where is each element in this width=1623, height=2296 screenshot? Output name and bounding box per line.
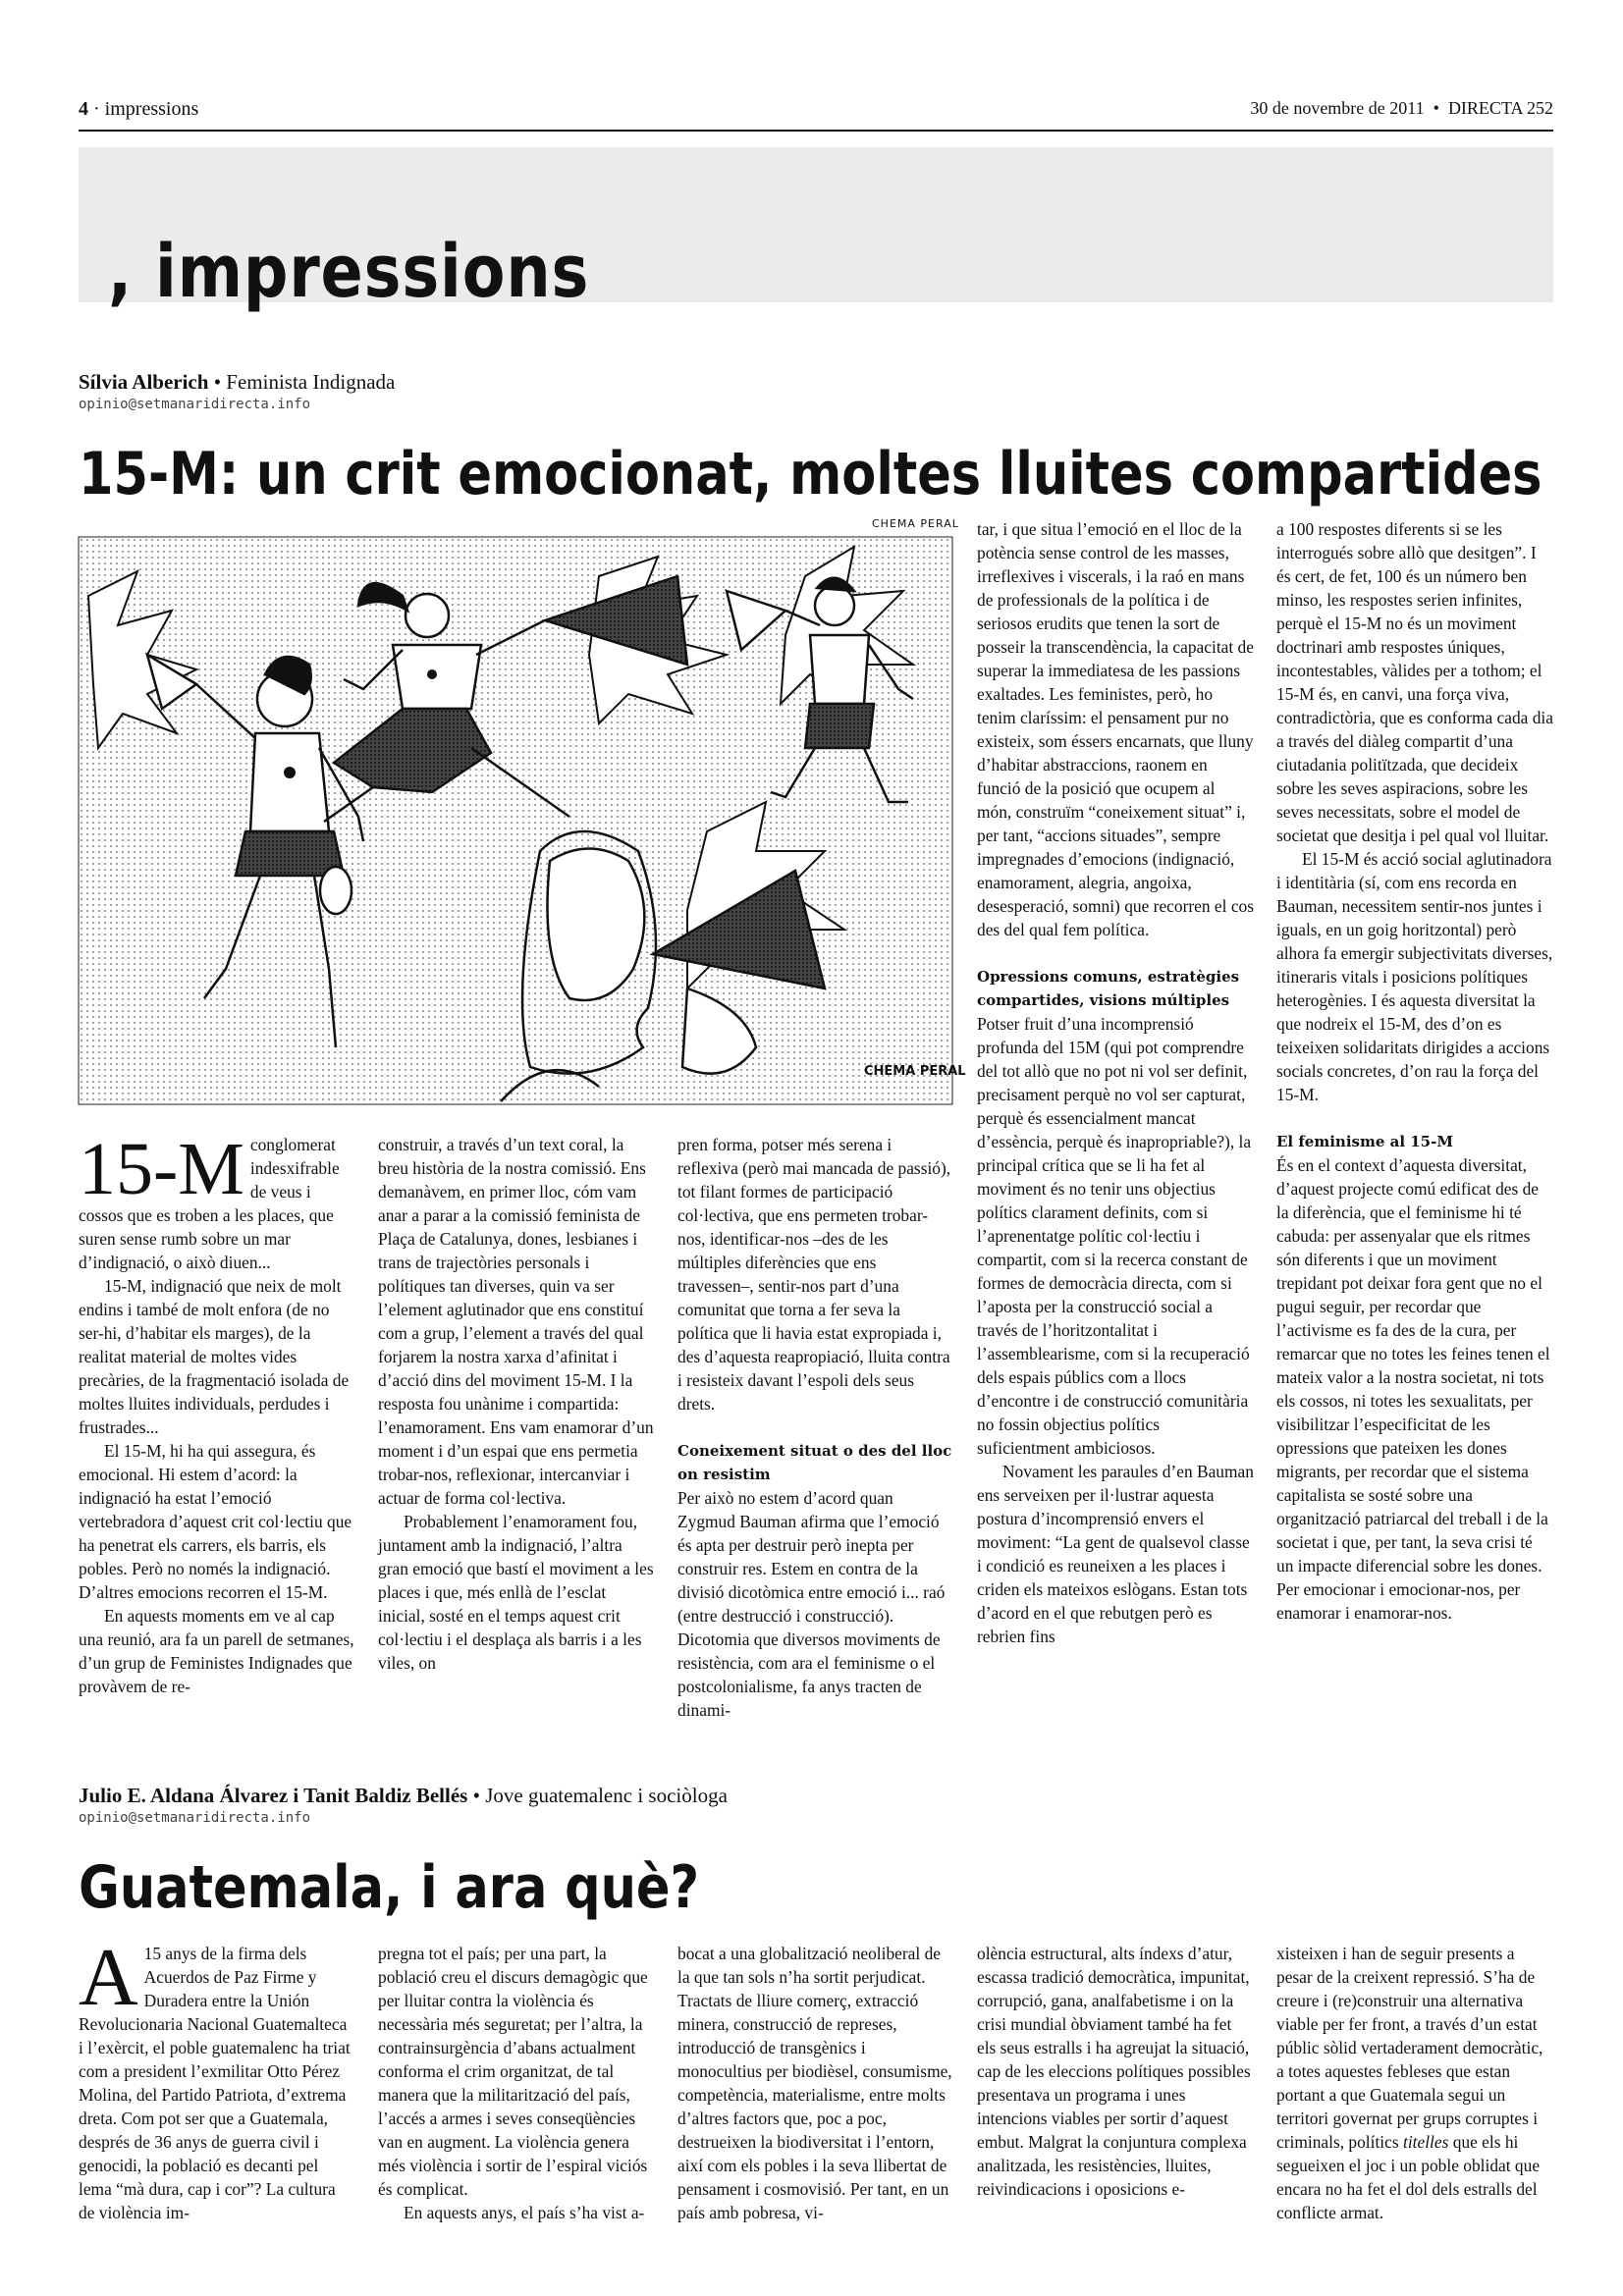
article1-col3-p2: Per això no estem d’acord quan Zygmud Bauman afirma que l’emoció és apta per destruir però inepta per construir res. Estem en contra de la divisió dicotòmica entre emoció i... raó (entre destrucció i construcció). Dicotomia que diversos moviments de resistència, com ara el feminisme o el postcolonialisme, fa anys tracten de dinami- [677, 1488, 946, 1720]
article1-byline [79, 370, 395, 395]
article2-column-4 [977, 1942, 1254, 2201]
article1-col5-subhead: El feminisme al 15-M [1276, 1133, 1453, 1150]
article2-column-2 [378, 1942, 655, 2224]
illustration-signature: CHEMA PERAL [864, 1064, 966, 1079]
article2-col1: 15 anys de la firma dels Acuerdos de Paz Firme y Duradera entre la Unión Revolucionaria Nacional Guatemalteca i l’exèrcit, el poble guatemalenc ha triat com a president l’exmilitar Otto Pérez Molina, del Partido Patriota, d’extrema dreta. Com pot ser que a Guatemala, després de 36 anys de guerra civil i genocidi, la població es decanti pel lema “mà dura, cap i cor”? La cultura de violència im- [79, 1944, 351, 2222]
article2-headline: Guatemala, i ara què? [79, 1853, 700, 1922]
article1-email[interactable]: opinio@setmanaridirecta.info [79, 397, 311, 412]
header-rule [79, 130, 1553, 132]
article2-col5-a: xisteixen i han de seguir presents a pesar de la creixent repressió. S’ha de creure i (re)construir una alternativa viable per fer front, a través d’un estat públic sòlid vertaderament democràtic, a totes aquestes febleses que estan portant a que Guatemala segui un territori governat per grups corruptes i criminals, polítics [1276, 1944, 1543, 2152]
article1-col5-p2: El 15-M és acció social aglutinadora i identitària (sí, com ens recorda en Bauman, necessitem sentir-nos juntes i iguals, en un goig horitzontal) però alhora fa emergir subjectivitats diverses, itineraris vitals i posicions polítiques heterogènies. I és aquesta diversitat la que nodreix el 15-M, des d’on es teixeixen solidaritats dirigides a accions socials concretes, d’on rau la força del 15-M. [1276, 849, 1553, 1104]
article2-byline-bullet: • [472, 1784, 480, 1807]
article2-col2-p1: pregna tot el país; per una part, la població creu el discurs demagògic que per lluitar contra la violència és necessària més seguretat; per l’altra, la contrainsurgència d’abans actualment conforma el crim organitzat, de tal manera que la militarització del país, l’accés a armes i seves conseqüències van en augment. La violència genera més violència i sortir de l’espiral viciós és complicat. [378, 1944, 648, 2199]
article2-author: Julio E. Aldana Álvarez i Tanit Baldiz Bellés [79, 1784, 468, 1807]
article1-col1-lead: conglomerat indesxifrable de veus i cossos que es troben a les places, que suren sense rumb sobre un mar d’indignació, o això diuen... [79, 1135, 340, 1272]
article1-col4-p3: Novament les paraules d’en Bauman ens serveixen per il·lustrar aquesta postura d’incomprensió envers el moviment: “La gent de qualsevol classe i condició es reuneixen a les places i criden els mateixos eslògans. Estan tots d’acord en el que rebutgen però es rebrien fins [977, 1462, 1254, 1646]
article1-author: Sílvia Alberich [79, 370, 209, 394]
article1-headline: 15-M: un crit emocionat, moltes lluites compartides [79, 440, 1542, 508]
article2-column-1 [79, 1932, 355, 2224]
header-separator: · [93, 98, 100, 120]
article1-col3-subhead: Coneixement situat o des del lloc on resistim [677, 1442, 952, 1483]
article2-col5-b: que els hi segueixen el joc i un poble oblidat que encara no ha fet el dol dels estralls del conflicte armat. [1276, 2132, 1541, 2222]
header-right [1250, 98, 1553, 119]
article2-column-3 [677, 1942, 954, 2224]
article1-byline-bullet: • [213, 370, 222, 394]
article1-column-2 [378, 1133, 655, 1675]
article1-col1-p4: En aquests moments em ve al cap una reunió, ara fa un parell de setmanes, d’un grup de Feministes Indignades que provàvem de re- [79, 1606, 354, 1696]
article1-dropcap: 15-M [79, 1128, 244, 1210]
section-title: , impressions [108, 230, 590, 314]
article1-col1-p3: El 15-M, hi ha qui assegura, és emocional. Hi estem d’acord: la indignació ha estat l’emoció vertebradora d’aquest crit col·lectiu que ha penetrat els carrers, els barris, els pobles. Però no només la indignació. D’altres emocions recorren el 15-M. [79, 1441, 352, 1602]
article1-col4-p2: Potser fruit d’una incomprensió profunda del 15M (qui pot comprendre del tot allò que no pot ni vol ser definit, precisament perquè no vol ser capturat, perquè és essencialment mancat d’essència, perquè és inapropriable?), la principal crítica que se li ha fet al moviment és no tenir uns objectius polítics clarament definits, com si l’aprenentatge polític col·lectiu i compartit, com si la recerca constant de formes de democràcia directa, com si l’aposta per la construcció social a través de l’horitzontalitat i l’assemblearisme, com si la recuperació dels espais públics com a llocs d’encontre i de construcció comunitària no fossin objectius polítics suficientment ambiciosos. [977, 1014, 1252, 1458]
article1-col4-p1: tar, i que situa l’emoció en el lloc de la potència sense control de les masses, irreflexives i viscerals, i la raó en mans de professionals de la política i de seriosos erudits que tenen la sort de posseir la transcendència, la capacitat de superar la immediatesa de les passions exaltades. Les feministes, però, ho tenim claríssim: el pensament pur no existeix, som éssers encarnats, que lluny d’habitar abstraccions, raonem en funció de la posició que ocupem al món, construïm “coneixement situat” i, per tant, “accions situades”, sempre impregnades d’emocions (indignació, enamorament, alegria, angoixa, desesperació, somni) que recorren el cos des del qual fem política. [977, 519, 1254, 939]
article1-col5-p3: És en el context d’aquesta diversitat, d’aquest projecte comú edificat des de la diferència, que el feminisme hi té cabuda: per assenyalar que els ritmes són diferents i que un moviment trepidant pot deixar fora gent que no el pugui seguir, per recordar que l’activisme es fa des de la cura, per remarcar que no totes les feines tenen el mateix valor a la nostra societat, ni tots els cossos, ni totes les sexualitats, per visibilitzar l’especificitat de les opressions que pateixen les dones migrants, per recordar que el sistema capitalista se sosté sobre una organització patriarcal del treball i de la societat i que, per tant, la seva crisi té un impacte diferencial sobre les dones. Per emocionar i emocionar-nos, per enamorar i enamorar-nos. [1276, 1155, 1550, 1623]
article2-col4: olència estructural, alts índexs d’atur, escassa tradició democràtica, impunitat, corrupció, gana, analfabetisme i on la crisi mundial òbviament també ha fet els seus estralls i ha agreujat la situació, cap de les eleccions polítiques possibles presentava un programa i unes intencions viables per sortir d’aquest embut. Malgrat la conjuntura complexa analitzada, les resistències, lluites, reivindicacions i oposicions e- [977, 1944, 1251, 2199]
article1-col4-subhead: Opressions comuns, estratègies compartides, visions múltiples [977, 968, 1240, 1009]
article1-column-4 [977, 517, 1254, 1648]
article1-column-3 [677, 1133, 954, 1722]
article2-role: Jove guatemalenc i sociòloga [485, 1784, 728, 1807]
article1-col5-p1: a 100 respostes diferents si se les interrogués sobre allò que desitgen”. I és cert, de fet, 100 és un número ben minso, les respostes serien infinites, perquè el 15-M no és un moviment doctrinari amb respostes úniques, incontestables, vàlides per a tothom; el 15-M és, en canvi, una força viva, contradictòria, que es conforma cada dia a través del diàleg compartit d’una ciutadania politïtzada, que decideix sobre les seves aspiracions, sobre les seves necessitats, sobre el model de societat que desitja i pel qual vol lluitar. [1276, 519, 1553, 845]
article1-column-1 [79, 1128, 355, 1698]
article2-byline [79, 1784, 728, 1808]
illustration-credit: CHEMA PERAL [872, 517, 959, 530]
article1-col2-p2: Probablement l’enamorament fou, juntament amb la indignació, l’altra gran emoció que bastí el moviment a les places i que, més enllà de l’esclat inicial, sosté en el temps aquest crit col·lectiu i el desplaça als barris i a les viles, on [378, 1512, 654, 1673]
article1-column-5 [1276, 517, 1553, 1625]
header-date: 30 de novembre de 2011 [1250, 98, 1425, 118]
section-band [79, 147, 1553, 314]
header-section: impressions [104, 98, 199, 120]
article2-col3: bocat a una globalització neoliberal de la que tan sols n’ha sortit perjudicat. Tractats de lliure comerç, extracció minera, construcció de represes, introducció de transgènics i monocultius per biodièsel, consumisme, competència, materialisme, entre molts d’altres factors que, poc a poc, destrueixen la biodiversitat i l’entorn, així com els pobles i la seva llibertat de pensament i cosmovisió. Per tant, en un país amb pobresa, vi- [677, 1944, 952, 2222]
article2-email[interactable]: opinio@setmanaridirecta.info [79, 1810, 311, 1826]
article2-column-5 [1276, 1942, 1553, 2224]
header-left [79, 98, 198, 121]
article2-col5-italic: titelles [1402, 2132, 1449, 2152]
page-header [79, 98, 1553, 128]
article1-role: Feminista Indignada [226, 370, 396, 394]
article1-col1-p2: 15-M, indignació que neix de molt endins i també de molt enfora (de no ser-hi, d’habitar els marges), de la realitat material de moltes vides precàries, de la fragmentació isolada de moltes lluites individuals, perdudes i frustrades... [79, 1276, 350, 1437]
page-number: 4 [79, 98, 88, 120]
article1-col3-p1: pren forma, potser més serena i reflexiva (però mai mancada de passió), tot filant formes de participació col·lectiva, que ens permeten trobar-nos, identificar-nos –des de les múltiples diferències que ens travessen–, sentir-nos part d’una comunitat que torna a fer seva la política que li havia estat expropiada i, des d’aquesta reapropiació, lluita contra i resisteix davant l’espoli dels seus drets. [677, 1135, 951, 1414]
header-bullet: • [1433, 98, 1439, 118]
header-publication: DIRECTA 252 [1447, 98, 1553, 118]
article2-col5 [1276, 1942, 1553, 2224]
article2-dropcap: A [79, 1932, 138, 2023]
illustration [79, 537, 966, 1104]
article1-col2-p1: construir, a través d’un text coral, la breu història de la nostra comissió. Ens demanàvem, en primer lloc, cóm vam anar a parar a la comissió feminista de Plaça de Catalunya, dones, lesbianes i trans de trajectòries personals i polítiques tan diverses, quin va ser l’element aglutinador que ens constituí com a grup, l’element a través del qual forjarem la nostra xarxa d’afinitat i d’acció dins del moviment 15-M. I la resposta fou unànime i compartida: l’enamorament. Ens vam enamorar d’un moment i d’un espai que ens permetia trobar-nos, reflexionar, intercanviar i actuar de forma col·lectiva. [378, 1135, 654, 1508]
article2-col2-p2: En aquests anys, el país s’ha vist a- [404, 2203, 645, 2222]
